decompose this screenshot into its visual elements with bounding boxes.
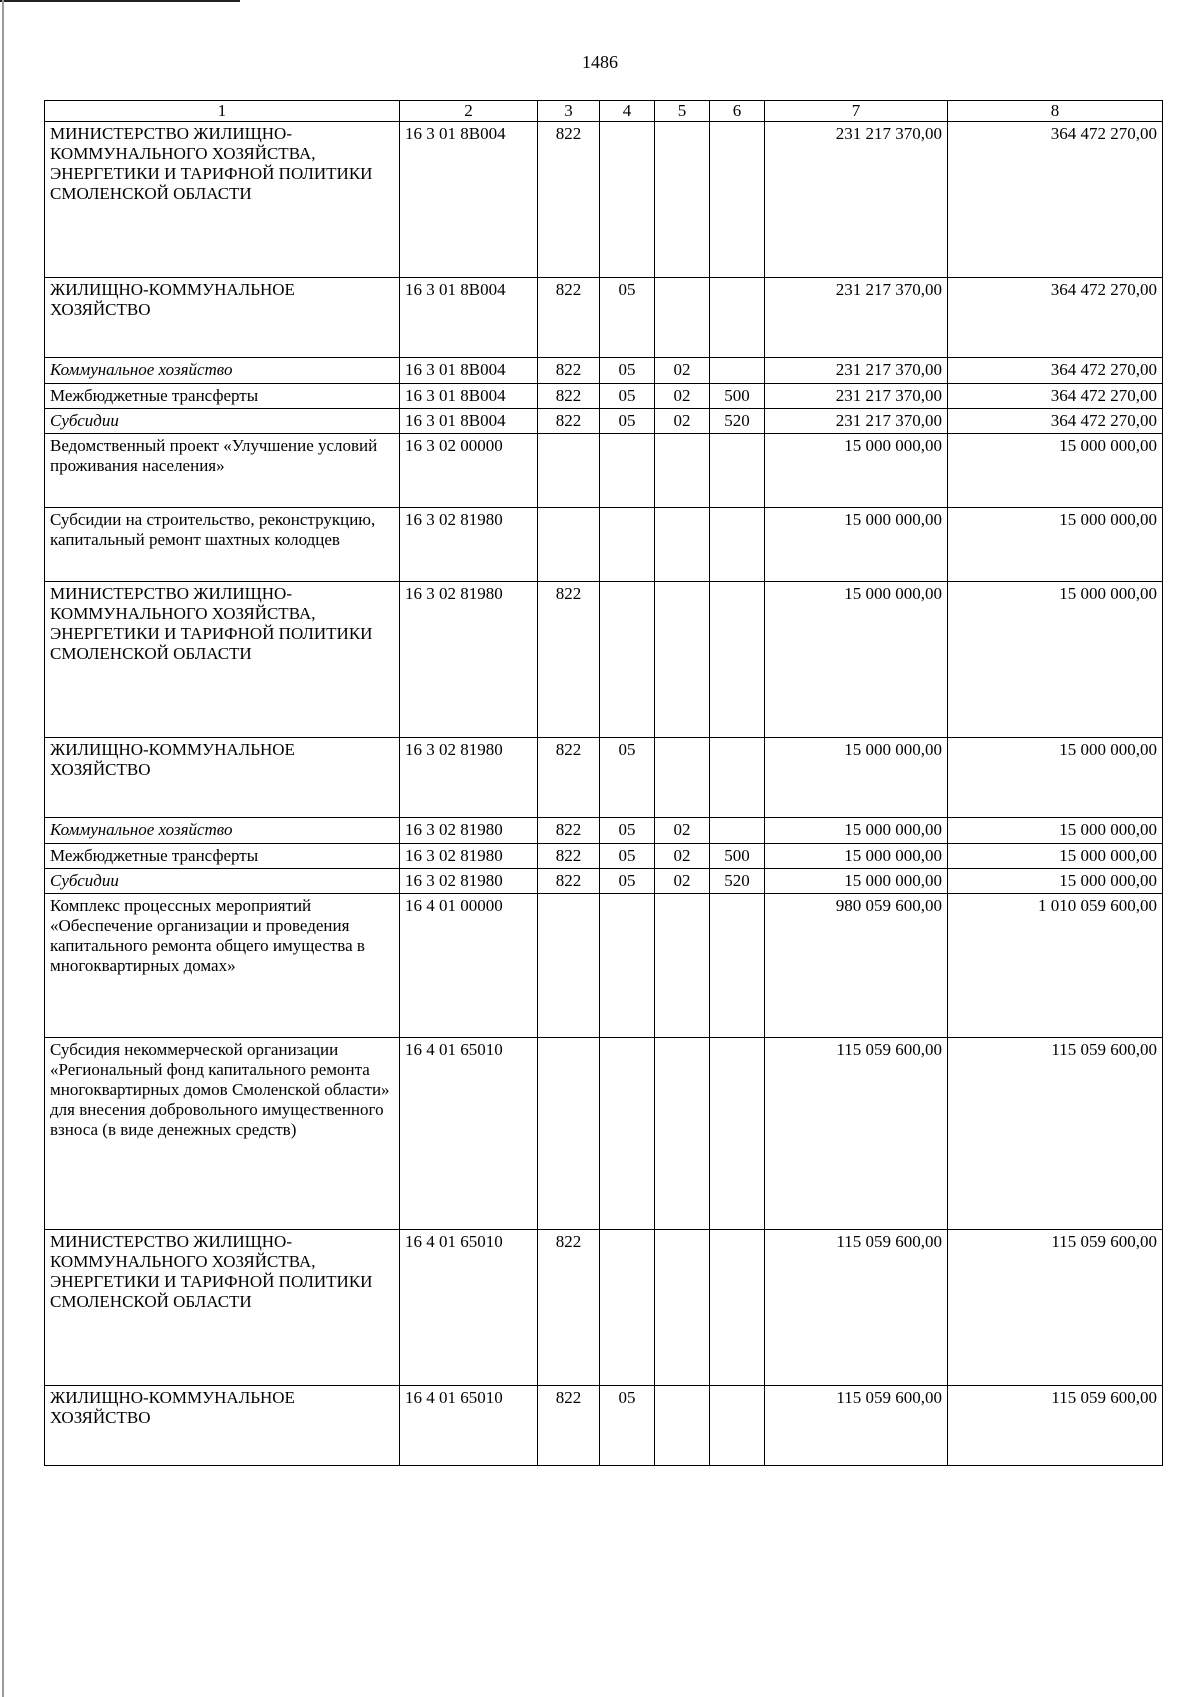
row-col8-cell: 15 000 000,00 bbox=[948, 869, 1163, 894]
header-col-7: 7 bbox=[765, 101, 948, 122]
header-col-8: 8 bbox=[948, 101, 1163, 122]
row-col8-cell: 364 472 270,00 bbox=[948, 122, 1163, 278]
row-col3-cell: 822 bbox=[538, 384, 600, 409]
row-col8-cell: 15 000 000,00 bbox=[948, 818, 1163, 844]
row-col8-cell: 115 059 600,00 bbox=[948, 1230, 1163, 1386]
row-name-cell: Комплекс процессных мероприятий «Обеспечение организации и проведения капитального ремонта общего имущества в многоквартирных домах» bbox=[45, 894, 400, 1038]
row-col7-cell: 15 000 000,00 bbox=[765, 844, 948, 869]
row-col4-cell bbox=[600, 1038, 655, 1230]
row-code-cell: 16 3 02 81980 bbox=[400, 818, 538, 844]
table-row bbox=[45, 869, 1163, 894]
row-col6-cell bbox=[710, 122, 765, 278]
row-col3-cell: 822 bbox=[538, 358, 600, 384]
row-col7-cell: 15 000 000,00 bbox=[765, 818, 948, 844]
row-name-cell: ЖИЛИЩНО-КОММУНАЛЬНОЕ ХОЗЯЙСТВО bbox=[45, 1386, 400, 1466]
row-col5-cell: 02 bbox=[655, 818, 710, 844]
table-row bbox=[45, 122, 1163, 278]
header-col-3: 3 bbox=[538, 101, 600, 122]
row-col6-cell: 520 bbox=[710, 409, 765, 434]
row-code-cell: 16 3 02 00000 bbox=[400, 434, 538, 508]
row-col7-cell: 231 217 370,00 bbox=[765, 358, 948, 384]
row-col7-cell: 15 000 000,00 bbox=[765, 738, 948, 818]
row-col3-cell: 822 bbox=[538, 409, 600, 434]
table-row bbox=[45, 894, 1163, 1038]
row-code-cell: 16 3 01 8В004 bbox=[400, 409, 538, 434]
row-name-cell: Коммунальное хозяйство bbox=[45, 358, 400, 384]
row-code-cell: 16 3 02 81980 bbox=[400, 738, 538, 818]
row-col6-cell bbox=[710, 434, 765, 508]
row-col4-cell: 05 bbox=[600, 1386, 655, 1466]
row-name-cell: МИНИСТЕРСТВО ЖИЛИЩНО-КОММУНАЛЬНОГО ХОЗЯЙСТВА, ЭНЕРГЕТИКИ И ТАРИФНОЙ ПОЛИТИКИ СМОЛЕНСКОЙ ОБЛАСТИ bbox=[45, 582, 400, 738]
header-col-6: 6 bbox=[710, 101, 765, 122]
row-col6-cell: 500 bbox=[710, 844, 765, 869]
row-col7-cell: 15 000 000,00 bbox=[765, 434, 948, 508]
row-col8-cell: 115 059 600,00 bbox=[948, 1038, 1163, 1230]
row-col4-cell: 05 bbox=[600, 844, 655, 869]
table-row bbox=[45, 738, 1163, 818]
row-col5-cell: 02 bbox=[655, 358, 710, 384]
row-col7-cell: 15 000 000,00 bbox=[765, 869, 948, 894]
row-col5-cell bbox=[655, 278, 710, 358]
table-row bbox=[45, 1386, 1163, 1466]
row-name-cell: Субсидии на строительство, реконструкцию, капитальный ремонт шахтных колодцев bbox=[45, 508, 400, 582]
row-col5-cell bbox=[655, 122, 710, 278]
table-row bbox=[45, 844, 1163, 869]
row-col8-cell: 15 000 000,00 bbox=[948, 508, 1163, 582]
row-name-cell: Межбюджетные трансферты bbox=[45, 384, 400, 409]
header-row bbox=[45, 101, 1163, 122]
row-col4-cell bbox=[600, 894, 655, 1038]
row-name-cell: МИНИСТЕРСТВО ЖИЛИЩНО-КОММУНАЛЬНОГО ХОЗЯЙСТВА, ЭНЕРГЕТИКИ И ТАРИФНОЙ ПОЛИТИКИ СМОЛЕНСКОЙ ОБЛАСТИ bbox=[45, 1230, 400, 1386]
row-col3-cell bbox=[538, 434, 600, 508]
row-col5-cell bbox=[655, 508, 710, 582]
row-col5-cell bbox=[655, 434, 710, 508]
row-col5-cell: 02 bbox=[655, 869, 710, 894]
row-col3-cell: 822 bbox=[538, 122, 600, 278]
row-col6-cell bbox=[710, 278, 765, 358]
row-col4-cell bbox=[600, 1230, 655, 1386]
table-row bbox=[45, 582, 1163, 738]
row-code-cell: 16 4 01 65010 bbox=[400, 1230, 538, 1386]
row-name-cell: ЖИЛИЩНО-КОММУНАЛЬНОЕ ХОЗЯЙСТВО bbox=[45, 738, 400, 818]
row-name-cell: Субсидия некоммерческой организации «Региональный фонд капитального ремонта многоквартирных домов Смоленской области» для внесения добровольного имущественного взноса (в виде денежных средств) bbox=[45, 1038, 400, 1230]
row-col8-cell: 364 472 270,00 bbox=[948, 358, 1163, 384]
row-col3-cell: 822 bbox=[538, 738, 600, 818]
scan-edge-top bbox=[0, 0, 240, 2]
row-col6-cell bbox=[710, 358, 765, 384]
row-col5-cell bbox=[655, 1230, 710, 1386]
row-col6-cell: 500 bbox=[710, 384, 765, 409]
row-col8-cell: 15 000 000,00 bbox=[948, 738, 1163, 818]
table-row bbox=[45, 508, 1163, 582]
row-col8-cell: 15 000 000,00 bbox=[948, 844, 1163, 869]
row-col5-cell bbox=[655, 738, 710, 818]
row-col4-cell: 05 bbox=[600, 738, 655, 818]
row-col5-cell bbox=[655, 894, 710, 1038]
row-col3-cell: 822 bbox=[538, 818, 600, 844]
row-col6-cell bbox=[710, 582, 765, 738]
row-col7-cell: 115 059 600,00 bbox=[765, 1386, 948, 1466]
row-code-cell: 16 3 02 81980 bbox=[400, 508, 538, 582]
row-col5-cell: 02 bbox=[655, 409, 710, 434]
page-number: 1486 bbox=[582, 52, 618, 72]
row-code-cell: 16 3 02 81980 bbox=[400, 582, 538, 738]
row-col6-cell bbox=[710, 1230, 765, 1386]
row-col6-cell bbox=[710, 1038, 765, 1230]
table-row bbox=[45, 384, 1163, 409]
row-col4-cell: 05 bbox=[600, 358, 655, 384]
row-code-cell: 16 4 01 65010 bbox=[400, 1038, 538, 1230]
header-col-4: 4 bbox=[600, 101, 655, 122]
row-col3-cell: 822 bbox=[538, 869, 600, 894]
row-col6-cell bbox=[710, 894, 765, 1038]
row-col7-cell: 231 217 370,00 bbox=[765, 409, 948, 434]
header-col-2: 2 bbox=[400, 101, 538, 122]
row-col4-cell: 05 bbox=[600, 384, 655, 409]
row-code-cell: 16 3 02 81980 bbox=[400, 844, 538, 869]
row-col7-cell: 15 000 000,00 bbox=[765, 582, 948, 738]
row-col5-cell bbox=[655, 1386, 710, 1466]
row-col6-cell bbox=[710, 818, 765, 844]
row-col7-cell: 115 059 600,00 bbox=[765, 1038, 948, 1230]
row-code-cell: 16 3 01 8В004 bbox=[400, 278, 538, 358]
row-col3-cell: 822 bbox=[538, 278, 600, 358]
table-row bbox=[45, 818, 1163, 844]
row-col8-cell: 364 472 270,00 bbox=[948, 384, 1163, 409]
row-name-cell: Межбюджетные трансферты bbox=[45, 844, 400, 869]
header-col-5: 5 bbox=[655, 101, 710, 122]
row-col4-cell: 05 bbox=[600, 818, 655, 844]
row-col7-cell: 980 059 600,00 bbox=[765, 894, 948, 1038]
row-col6-cell bbox=[710, 508, 765, 582]
row-code-cell: 16 3 01 8В004 bbox=[400, 384, 538, 409]
budget-table bbox=[44, 100, 1163, 1466]
row-col8-cell: 1 010 059 600,00 bbox=[948, 894, 1163, 1038]
row-name-cell: Коммунальное хозяйство bbox=[45, 818, 400, 844]
table-row bbox=[45, 434, 1163, 508]
row-col8-cell: 15 000 000,00 bbox=[948, 434, 1163, 508]
row-col3-cell bbox=[538, 894, 600, 1038]
table-row bbox=[45, 1230, 1163, 1386]
row-col6-cell bbox=[710, 1386, 765, 1466]
row-col3-cell: 822 bbox=[538, 582, 600, 738]
row-col7-cell: 15 000 000,00 bbox=[765, 508, 948, 582]
table-row bbox=[45, 409, 1163, 434]
row-name-cell: Субсидии bbox=[45, 409, 400, 434]
row-code-cell: 16 3 01 8В004 bbox=[400, 358, 538, 384]
row-name-cell: ЖИЛИЩНО-КОММУНАЛЬНОЕ ХОЗЯЙСТВО bbox=[45, 278, 400, 358]
row-col3-cell: 822 bbox=[538, 1386, 600, 1466]
row-col5-cell: 02 bbox=[655, 844, 710, 869]
row-col4-cell bbox=[600, 582, 655, 738]
table-row bbox=[45, 358, 1163, 384]
row-col4-cell bbox=[600, 508, 655, 582]
row-col8-cell: 364 472 270,00 bbox=[948, 409, 1163, 434]
row-col4-cell: 05 bbox=[600, 278, 655, 358]
table-row bbox=[45, 1038, 1163, 1230]
row-col4-cell: 05 bbox=[600, 409, 655, 434]
row-col6-cell: 520 bbox=[710, 869, 765, 894]
row-col7-cell: 115 059 600,00 bbox=[765, 1230, 948, 1386]
row-col3-cell bbox=[538, 1038, 600, 1230]
table-row bbox=[45, 278, 1163, 358]
row-col5-cell bbox=[655, 1038, 710, 1230]
row-col4-cell bbox=[600, 122, 655, 278]
row-code-cell: 16 4 01 00000 bbox=[400, 894, 538, 1038]
row-col5-cell: 02 bbox=[655, 384, 710, 409]
row-code-cell: 16 3 01 8В004 bbox=[400, 122, 538, 278]
row-col5-cell bbox=[655, 582, 710, 738]
row-code-cell: 16 4 01 65010 bbox=[400, 1386, 538, 1466]
row-col4-cell bbox=[600, 434, 655, 508]
row-name-cell: Субсидии bbox=[45, 869, 400, 894]
row-col7-cell: 231 217 370,00 bbox=[765, 278, 948, 358]
table-body bbox=[45, 122, 1163, 1466]
header-col-1: 1 bbox=[45, 101, 400, 122]
row-col3-cell bbox=[538, 508, 600, 582]
row-col6-cell bbox=[710, 738, 765, 818]
row-col8-cell: 115 059 600,00 bbox=[948, 1386, 1163, 1466]
row-name-cell: Ведомственный проект «Улучшение условий проживания населения» bbox=[45, 434, 400, 508]
row-col7-cell: 231 217 370,00 bbox=[765, 384, 948, 409]
row-code-cell: 16 3 02 81980 bbox=[400, 869, 538, 894]
row-name-cell: МИНИСТЕРСТВО ЖИЛИЩНО-КОММУНАЛЬНОГО ХОЗЯЙСТВА, ЭНЕРГЕТИКИ И ТАРИФНОЙ ПОЛИТИКИ СМОЛЕНСКОЙ ОБЛАСТИ bbox=[45, 122, 400, 278]
scan-edge-left bbox=[2, 0, 4, 1697]
row-col3-cell: 822 bbox=[538, 1230, 600, 1386]
row-col3-cell: 822 bbox=[538, 844, 600, 869]
row-col7-cell: 231 217 370,00 bbox=[765, 122, 948, 278]
row-col4-cell: 05 bbox=[600, 869, 655, 894]
row-col8-cell: 364 472 270,00 bbox=[948, 278, 1163, 358]
row-col8-cell: 15 000 000,00 bbox=[948, 582, 1163, 738]
